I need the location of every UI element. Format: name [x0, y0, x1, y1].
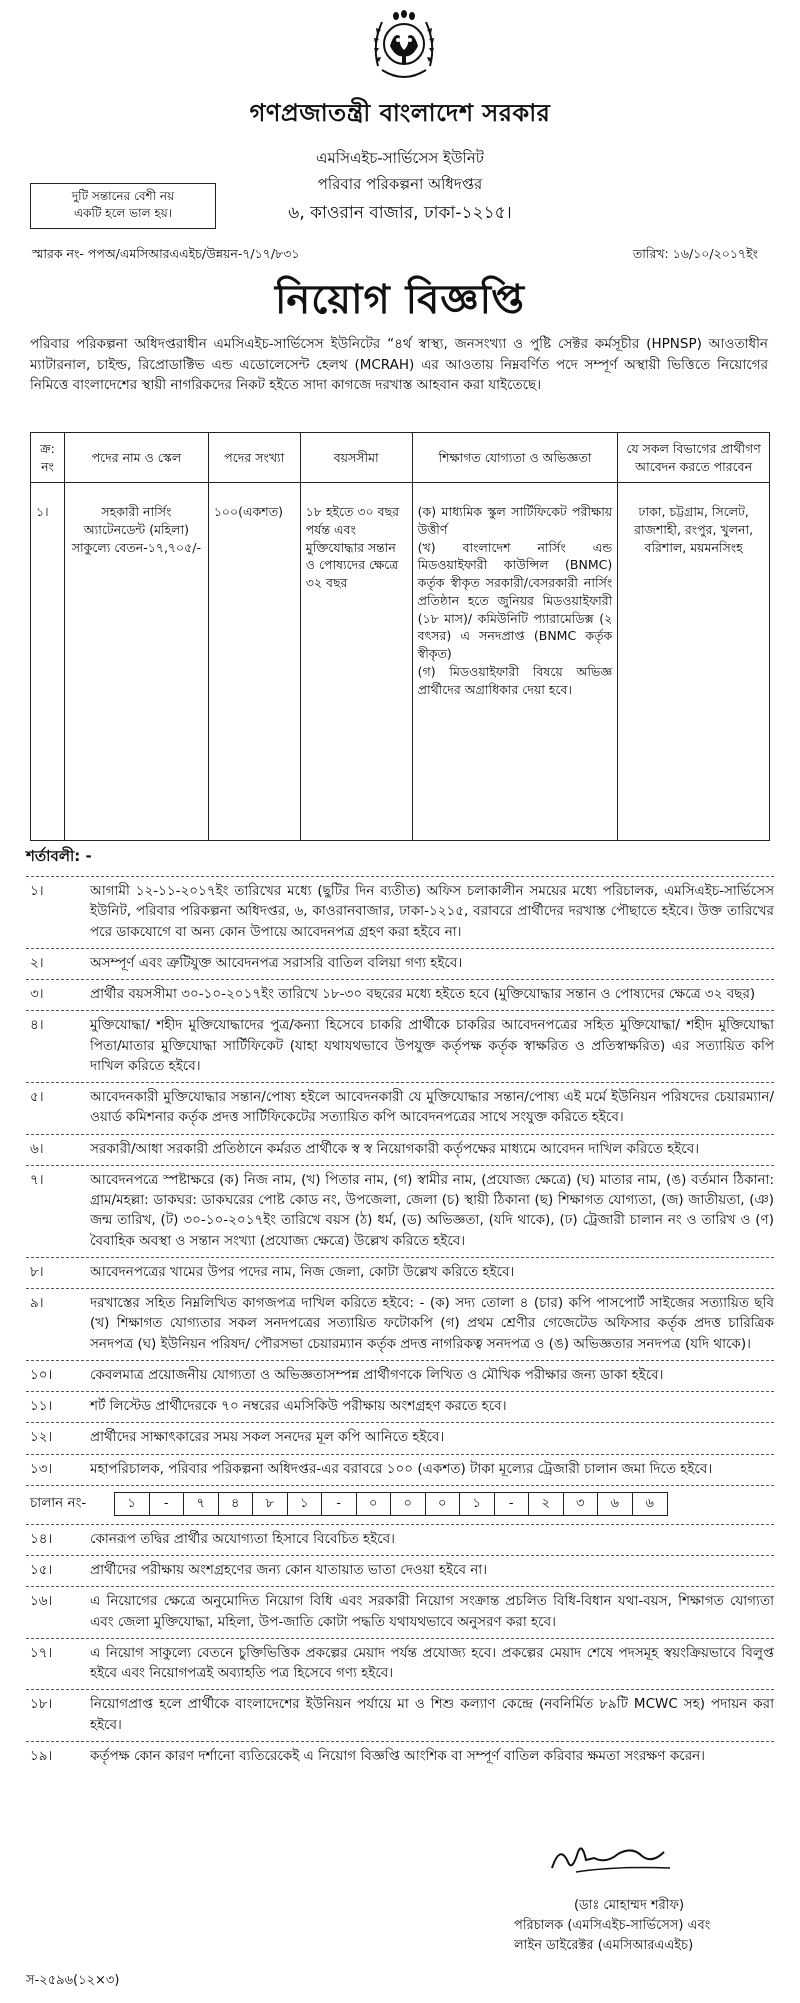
- row-count: ১০০(একশত): [208, 483, 300, 841]
- condition-item: [26, 1165, 774, 1257]
- condition-text: আবেদনপত্রের খামের উপর পদের নাম, নিজ জেলা, কোটা উল্লেখ করিতে হইবে।: [90, 1263, 515, 1280]
- condition-number: ১২।: [30, 1429, 53, 1446]
- challan-digit: ১: [288, 1493, 323, 1515]
- condition-item: [26, 1134, 774, 1165]
- condition-text: কেবলমাত্র প্রয়োজনীয় যোগ্যতা ও অভিজ্ঞতাসম্পন্ন প্রার্থীগণকে লিখিত ও মৌখিক পরীক্ষার জন্য ডাকা হইবে।: [90, 1366, 664, 1383]
- signatory-designation-2: লাইন ডাইরেক্টর (এমসিআরএএইচ): [514, 1938, 694, 1954]
- handwritten-signature: [546, 1838, 676, 1878]
- condition-text: সরকারী/আধা সরকারী প্রতিষ্ঠানে কর্মরত প্রার্থীকে স্ব স্ব নিয়োগকারী কর্তৃপক্ষের মাধ্যমে আবেদন দাখিল করিতে হইবে।: [90, 1140, 700, 1157]
- notice-date: তারিখ: ১৬/১০/২০১৭ইং: [632, 246, 758, 261]
- conditions-list: [26, 876, 774, 1772]
- condition-number: ৭।: [30, 1171, 44, 1188]
- condition-item: [26, 1010, 774, 1082]
- condition-text: এ নিয়োগের ক্ষেত্রে অনুমোদিত নিয়োগ বিধি এবং সরকারী নিয়োগ সংক্রান্ত প্রচলিত বিধি-বিধান যথা-বয়স, শিক্ষাগত যোগ্যতা এবং জেলা মুক্তিযোদ্ধা, মহিলা, উপ-জাতি কোটা পদ্ধতি যথাযথভাবে অনুসরণ করা হবে।: [90, 1593, 774, 1630]
- condition-item: [26, 1555, 774, 1586]
- signatory-block: [484, 1896, 774, 1956]
- col-age: বয়সসীমা: [300, 433, 412, 483]
- office-address: ৬, কাওরান বাজার, ঢাকা-১২১৫।: [288, 203, 512, 223]
- challan-digit: ০: [391, 1493, 426, 1515]
- condition-item: [26, 979, 774, 1010]
- condition-number: ৯।: [30, 1295, 44, 1311]
- slogan-line-1: দুটি সন্তানের বেশী নয়: [71, 189, 175, 203]
- signatory-name: (ডাঃ মোহাম্মদ শরীফ): [573, 1898, 685, 1913]
- government-title: গণপ্রজাতন্ত্রী বাংলাদেশ সরকার: [249, 99, 551, 127]
- condition-number: ৪।: [30, 1017, 44, 1034]
- challan-digit: ৩: [564, 1493, 599, 1515]
- condition-number: ২।: [30, 954, 44, 971]
- condition-text: আবেদনকারী মুক্তিযোদ্ধার সন্তান/পোষ্য হইলে আবেদনকারী যে মুক্তিযোদ্ধার সন্তান/পোষ্য এই মর্মে ইউনিয়ন পরিষদের চেয়ারম্যান/ওয়ার্ড কমিশনার কর্তৃক প্রদত্ত সার্টিফিকেটের সত্যায়িত কপি আবেদনপত্রের সাথে সংযুক্ত করিতে হইবে।: [90, 1089, 774, 1126]
- col-divisions: যে সকল বিভাগের প্রার্থীগণ আবেদন করতে পারবেন: [618, 433, 770, 483]
- condition-text: কর্তৃপক্ষ কোন কারণ দর্শানো ব্যতিরেকেই এ নিয়োগ বিজ্ঞপ্তি আংশিক বা সম্পূর্ণ বাতিল করিবার ক্ষমতা সংরক্ষণ করেন।: [90, 1747, 706, 1764]
- qualification-a: (ক) মাধ্যমিক স্কুল সার্টিফিকেট পরীক্ষায় উত্তীর্ণ: [417, 504, 613, 537]
- condition-item: [26, 1422, 774, 1453]
- row-post: সহকারী নার্সিং অ্যাটেনডেন্ট (মহিলা) সাকুল্যে বেতন-১৭,৭০৫/-: [64, 483, 208, 841]
- vacancy-table: [30, 432, 770, 841]
- qualification-b: (খ) বাংলাদেশ নার্সিং এন্ড মিডওয়াইফারী কাউন্সিল (BNMC) কর্তৃক স্বীকৃত সরকারী/বেসরকারী নার্সিং প্রতিষ্ঠান হতে জুনিয়র মিডওয়াইফারী (১৮ মাস)/ কমিউনিটি প্যারামেডিক্স (২ বৎসর) এ সনদপ্রাপ্ত (BNMC কর্তৃক স্বীকৃত): [417, 539, 613, 661]
- conditions-heading: শর্তাবলী: -: [26, 847, 92, 865]
- row-age: ১৮ হইতে ৩০ বছর পর্যন্ত এবং মুক্তিযোদ্ধার সন্তান ও পোষ্যদের ক্ষেত্রে ৩২ বছর: [300, 483, 412, 841]
- condition-item: [26, 948, 774, 979]
- condition-item: [26, 1586, 774, 1638]
- condition-number: ১৯।: [30, 1747, 53, 1764]
- table-row: [31, 483, 770, 841]
- notice-intro: পরিবার পরিকল্পনা অধিদপ্তরাধীন এমসিএইচ-সার্ভিসেস ইউনিটের “৪র্থ স্বাস্থ্য, জনসংখ্যা ও পুষ্টি সেক্টর কর্মসূচীর (HPNSP) আওতাধীন ম্যাটারনাল, চাইল্ড, রিপ্রোডাক্টিভ এন্ড এডোলেসেন্ট হেলথ (MCRAH) এর আওতায় নিম্নবর্ণিত পদে সম্পূর্ণ অস্থায়ী ভিত্তিতে নিয়োগের নিমিত্তে বাংলাদেশের স্থায়ী নাগরিকদের নিকট হইতে সাদা কাগজে দরখাস্ত আহবান করা যাইতেছে।: [30, 336, 768, 394]
- condition-number: ৫।: [30, 1089, 44, 1105]
- condition-item: [26, 1391, 774, 1422]
- conditions-after-challan: [26, 1524, 774, 1772]
- condition-number: ১৬।: [30, 1593, 53, 1610]
- condition-text: শর্ট লিস্টেড প্রার্থীদেরকে ৭০ নম্বরের এমসিকিউ পরীক্ষায় অংশগ্রহণ করতে হবে।: [90, 1398, 507, 1414]
- condition-text: মহাপরিচালক, পরিবার পরিকল্পনা অধিদপ্তর-এর বরাবরে ১০০ (একশত) টাকা মূল্যের ট্রেজারী চালান জমা দিতে হইবে।: [90, 1460, 713, 1477]
- condition-item: [26, 1257, 774, 1288]
- challan-label: চালান নং-: [30, 1495, 87, 1512]
- challan-digit: -: [322, 1493, 357, 1515]
- row-qualification: [412, 483, 618, 841]
- col-qualification: শিক্ষাগত যোগ্যতা ও অভিজ্ঞতা: [412, 433, 618, 483]
- challan-digit: ০: [426, 1493, 461, 1515]
- condition-text: এ নিয়োগ সাকুল্যে বেতনে চুক্তিভিত্তিক প্রকল্পের মেয়াদ পর্যন্ত প্রযোজ্য হবে। প্রকল্পের মেয়াদ শেষে পদসমূহ স্বয়ংক্রিয়ভাবে বিলুপ্ত হইবে এবং নিয়োগপত্রই অব্যাহতি পত্র হিসেবে গণ্য হইবে।: [90, 1644, 774, 1681]
- signatory-designation-1: পরিচালক (এমসিএইচ-সার্ভিসেস) এবং: [514, 1918, 711, 1934]
- condition-text: প্রার্থীদের পরীক্ষায় অংশগ্রহণের জন্য কোন যাতায়াত ভাতা দেওয়া হইবে না।: [90, 1562, 488, 1578]
- condition-text: কোনরূপ তদ্বির প্রার্থীর অযোগ্যতা হিসাবে বিবেচিত হইবে।: [90, 1530, 395, 1547]
- conditions-before-challan: [26, 876, 774, 1485]
- condition-number: ১৭।: [30, 1644, 53, 1661]
- condition-number: ১৩।: [30, 1460, 53, 1477]
- challan-digit: ০: [357, 1493, 392, 1515]
- challan-number-boxes: [114, 1492, 668, 1516]
- challan-digit: ৬: [598, 1493, 633, 1515]
- challan-digit: -: [150, 1493, 185, 1515]
- condition-item: [26, 1741, 774, 1772]
- condition-item: [26, 1288, 774, 1360]
- challan-digit: ৮: [253, 1493, 288, 1515]
- condition-item: [26, 876, 774, 948]
- condition-number: ৮।: [30, 1263, 44, 1280]
- condition-number: ১।: [30, 883, 44, 899]
- condition-number: ১৮।: [30, 1696, 53, 1713]
- challan-digit: ৬: [645, 1495, 654, 1511]
- condition-number: ৩।: [30, 986, 44, 1002]
- condition-item: [26, 1638, 774, 1690]
- directorate-name: পরিবার পরিকল্পনা অধিদপ্তর: [317, 175, 483, 193]
- condition-item: [26, 1689, 774, 1741]
- condition-number: ১৪।: [30, 1530, 53, 1547]
- row-divisions: ঢাকা, চট্টগ্রাম, সিলেট, রাজশাহী, রংপুর, খুলনা, বরিশাল, ময়মনসিংহ: [618, 483, 770, 841]
- challan-digit: ১: [460, 1493, 495, 1515]
- condition-text: প্রার্থীদের সাক্ষাৎকারের সময় সকল সনদের মূল কপি আনিতে হইবে।: [90, 1429, 445, 1446]
- condition-text: মুক্তিযোদ্ধা/ শহীদ মুক্তিযোদ্ধাদের পুত্র/কন্যা হিসেবে চাকরি প্রার্থীকে চাকরির আবেদনপত্রের সহিত মুক্তিযোদ্ধা/ শহীদ মুক্তিযোদ্ধা পিতা/মাতার মুক্তিযোদ্ধা সার্টিফিকেট (যাহা যথাযথভাবে উপযুক্ত কর্তৃপক্ষ কর্তৃক স্বাক্ষরিত ও প্রতিস্বাক্ষরিত) এর সত্যায়িত কপি দাখিল করিতে হইবে।: [90, 1017, 774, 1074]
- challan-digit: ৪: [219, 1493, 254, 1515]
- unit-name: এমসিএইচ-সার্ভিসেস ইউনিট: [316, 149, 484, 167]
- col-count: পদের সংখ্যা: [208, 433, 300, 483]
- col-serial: ক্র: নং: [31, 433, 65, 483]
- challan-digit: ৭: [184, 1493, 219, 1515]
- condition-text: নিয়োগপ্রাপ্ত হলে প্রার্থীকে বাংলাদেশের ইউনিয়ন পর্যায়ে মা ও শিশু কল্যাণ কেন্দ্রে (নবনির্মিত ৮৯টি MCWC সহ) পদায়ন করা হইবে।: [90, 1696, 774, 1733]
- col-post: পদের নাম ও স্কেল: [64, 433, 208, 483]
- condition-text: আবেদনপত্রে স্পষ্টাক্ষরে (ক) নিজ নাম, (খ) পিতার নাম, (গ) স্বামীর নাম, (প্রযোজ্য ক্ষেত্রে) (ঘ) মাতার নাম, (ঙ) বর্তমান ঠিকানা: গ্রাম/মহল্লা: ডাকঘর: ডাকঘরের পোষ্ট কোড নং, উপজেলা, জেলা (চ) স্থায়ী ঠিকানা (ছ) শিক্ষাগত যোগ্যতা, (জ) জাতীয়তা, (ঞ) জন্ম তারিখ, (ট) ৩০-১০-২০১৭ইং তারিখে বয়স (ঠ) ধর্ম, (ড) অভিজ্ঞতা, (যদি থাকে), (ঢ) ট্রেজারী চালান নং ও তারিখ ও (ণ) বৈবাহিক অবস্থা ও সন্তান সংখ্যা (প্রযোজ্য ক্ষেত্রে) উল্লেখ করিতে হইবে।: [90, 1171, 774, 1249]
- condition-item: [26, 1360, 774, 1391]
- condition-item: [26, 1454, 774, 1485]
- condition-number: ৬।: [30, 1140, 44, 1157]
- vacancy-table-header: [31, 433, 770, 483]
- condition-text: আগামী ১২-১১-২০১৭ইং তারিখের মধ্যে (ছুটির দিন ব্যতীত) অফিস চলাকালীন সময়ের মধ্যে পরিচালক, এমসিএইচ-সার্ভিসেস ইউনিট, পরিবার পরিকল্পনা অধিদপ্তর, ৬, কাওরানবাজার, ঢাকা-১২১৫, বরাবরে প্রার্থীদের দরখাস্ত পৌছাতে হইবে। উক্ত তারিখের পরে ডাকযোগে বা অন্য কোন উপায়ে আবেদনপত্র গ্রহণ করা হইবে না।: [90, 883, 774, 940]
- qualification-c: (গ) মিডওয়াইফারী বিষয়ে অভিজ্ঞ প্রার্থীদের অগ্রাধিকার দেয়া হবে।: [417, 663, 613, 697]
- bangladesh-government-emblem-icon: [368, 6, 440, 90]
- challan-number-row: [26, 1485, 774, 1524]
- condition-number: ১০।: [30, 1366, 53, 1383]
- challan-digit: ২: [529, 1493, 564, 1515]
- condition-item: [26, 1082, 774, 1134]
- challan-digit: -: [495, 1493, 530, 1515]
- condition-item: [26, 1524, 774, 1555]
- condition-text: প্রার্থীর বয়সসীমা ৩০-১০-২০১৭ইং তারিখে ১৮-৩০ বছরের মধ্যে হইতে হবে (মুক্তিযোদ্ধার সন্তান ও পোষ্যদের ক্ষেত্রে ৩২ বছর): [90, 986, 756, 1002]
- notice-title: নিয়োগ বিজ্ঞপ্তি: [274, 277, 525, 323]
- row-serial: ১।: [31, 483, 65, 841]
- advertisement-reference: স-২৫৯৬(১২×৩): [26, 1973, 120, 1988]
- condition-text: দরখাস্তের সহিত নিম্নলিখিত কাগজপত্র দাখিল করিতে হইবে: - (ক) সদ্য তোলা ৪ (চার) কপি পাসপোর্ট সাইজের সত্যায়িত ছবি (খ) শিক্ষাগত যোগ্যতার সকল সনদপত্রের সত্যায়িত ফটোকপি (গ) প্রথম শ্রেণীর গেজেটেড অফিসার কর্তৃক প্রদত্ত চারিত্রিক সনদপত্র (ঘ) ইউনিয়ন পরিষদ/ পৌরসভা চেয়ারম্যান কর্তৃক প্রদত্ত নাগরিকত্ব সনদপত্র ও (ঙ) অভিজ্ঞতার সনদপত্র (যদি থাকে)।: [90, 1295, 774, 1352]
- slogan-line-2: একটি হলে ভাল হয়।: [73, 206, 173, 221]
- challan-digit: ১: [115, 1493, 150, 1515]
- condition-number: ১৫।: [30, 1562, 53, 1578]
- condition-number: ১১।: [30, 1398, 53, 1414]
- memo-number: স্মারক নং- পপঅ/এমসিআরএএইচ/উন্নয়ন-৭/১৭/৮৩১: [32, 246, 300, 261]
- condition-text: অসম্পূর্ণ এবং ত্রুটিযুক্ত আবেদনপত্র সরাসরি বাতিল বলিয়া গণ্য হইবে।: [90, 954, 463, 971]
